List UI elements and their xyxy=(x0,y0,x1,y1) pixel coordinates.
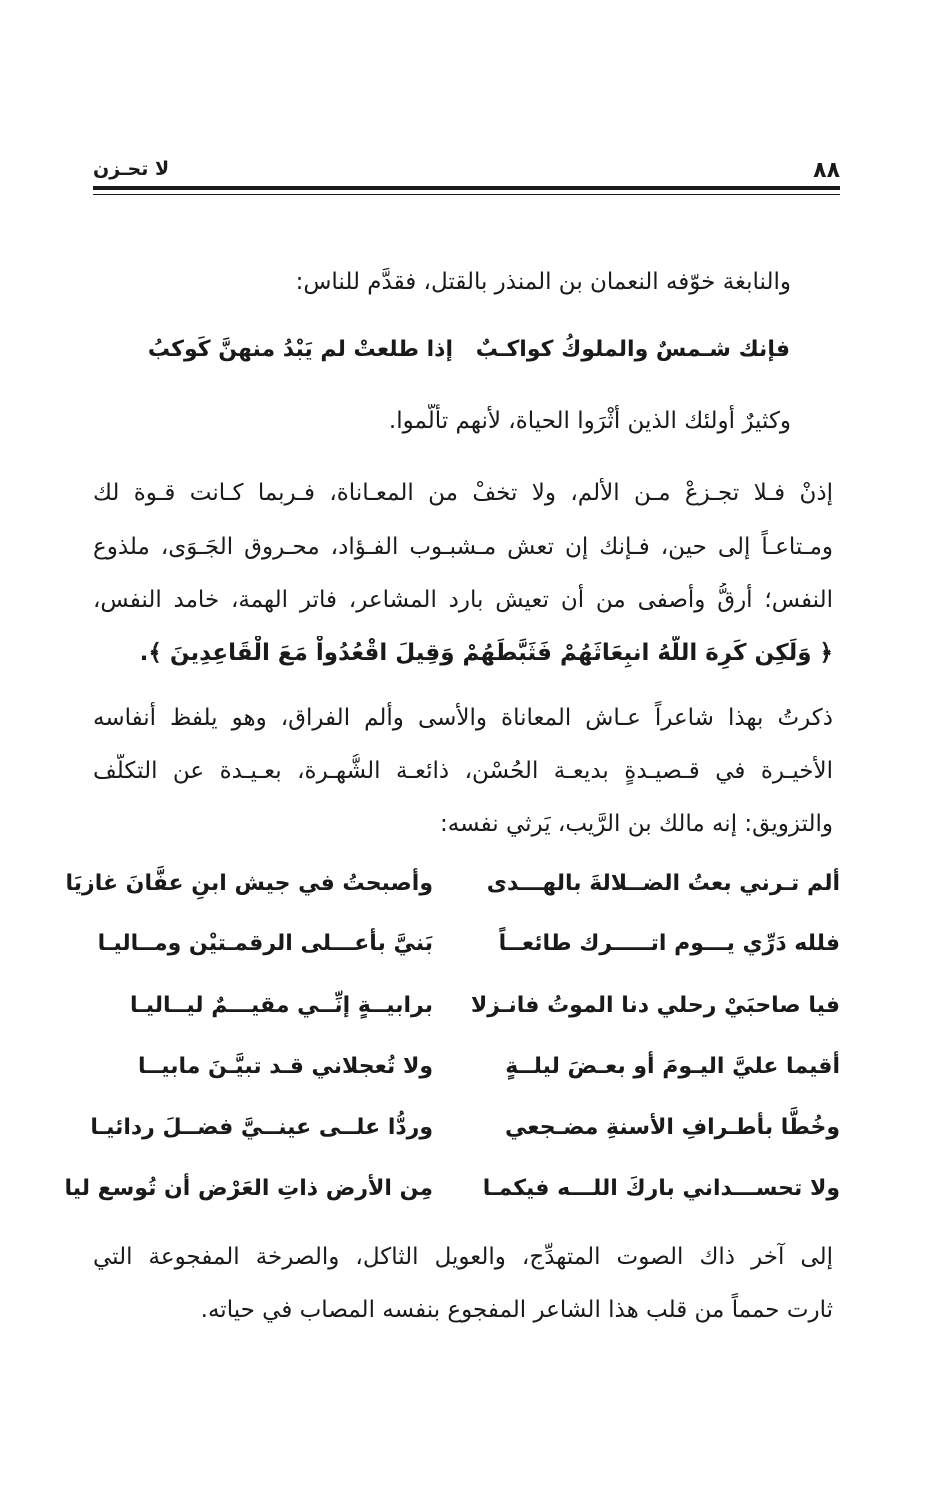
paragraph-line: وكثيرٌ أولئك الذين أثْرَوا الحياة، لأنهم تألَّموا. xyxy=(388,408,791,434)
verse-second-hemistich: مِن الأرض ذاتِ العَرْض أن تُوسع ليا xyxy=(64,1176,433,1201)
paragraph-line: ثارت حمماً من قلب هذا الشاعر المفجوع بنفسه المصاب في حياته. xyxy=(200,1297,833,1323)
paragraph-line: ومـتاعـاً إلى حين، فـإنك إن تعش مـشبـوب الفـؤاد، محـروق الجَـوَى، ملذوع xyxy=(93,534,833,560)
poem-verse-row xyxy=(93,924,840,964)
running-title: لا تحـزن xyxy=(93,158,170,180)
verse-second-hemistich: إذا طلعتْ لم يَبْدُ منهنَّ كَوكبُ xyxy=(147,337,453,362)
quran-verse-line: ﴿ وَلَكِن كَرِهَ اللَّهُ انبِعَاثَهُمْ فَثَبَّطَهُمْ وَقِيلَ اقْعُدُواْ مَعَ الْقَاعِدِينَ ﴾. xyxy=(139,640,833,666)
poem-verse-row xyxy=(93,986,840,1026)
verse-second-hemistich: وردُّا علــى عينــيَّ فضــلَ ردائيـا xyxy=(90,1115,433,1140)
verse-second-hemistich: بَنيَّ بأعـــلى الرقمـتيْن ومــاليـا xyxy=(97,931,433,956)
verse-second-hemistich: ولا تُعجلاني قـد تبيَّـنَ مابيــا xyxy=(137,1054,433,1079)
poem-verse-row xyxy=(64,1169,840,1209)
verse-first-hemistich: فلله دَرِّي يـــوم اتـــــرك طائعــاً xyxy=(498,931,840,956)
paragraph-line: ذكرتُ بهذا شاعراً عـاش المعاناة والأسى وألم الفراق، وهو يلفظ أنفاسه xyxy=(93,705,833,731)
verse-second-hemistich: برابيــةٍ إنِّــي مقيـــمٌ ليــاليـا xyxy=(130,993,433,1018)
verse-first-hemistich: ولا تحســـداني باركَ اللـــه فيكمـا xyxy=(482,1176,840,1201)
header-rule-thick xyxy=(93,186,840,190)
poem-verse-row xyxy=(65,864,840,904)
page-number: ٨٨ xyxy=(813,158,840,183)
verse-row xyxy=(93,330,840,370)
verse-first-hemistich: فيا صاحبَيْ رحلي دنا الموتُ فانـزلا xyxy=(470,993,840,1018)
header-rule-thin xyxy=(93,194,840,195)
paragraph-line: الأخيـرة في قـصيـدةٍ بديعـة الحُسْن، ذائعـة الشُّهـرة، بعـيـدة عن التكلُّف xyxy=(93,758,833,784)
poem-verse-row xyxy=(90,1108,840,1148)
paragraph-line: والنابغة خوّفه النعمان بن المنذر بالقتل، فقدَّم للناس: xyxy=(295,269,791,295)
page-header xyxy=(93,150,840,190)
verse-second-hemistich: وأصبحتُ في جيش ابنِ عفَّانَ غازيَا xyxy=(65,871,433,896)
verse-first-hemistich: أقيما عليَّ اليـومَ أو بعـضَ ليلــةٍ xyxy=(505,1054,840,1079)
paragraph-line: إذنْ فـلا تجـزعْ مـن الألم، ولا تخفْ من المعـاناة، فـربما كـانت قـوة لك xyxy=(93,480,833,506)
paragraph-line: والتزويق: إنه مالك بن الرَّيب، يَرثي نفسه: xyxy=(440,811,833,837)
verse-first-hemistich: فإنك شـمسٌ والملوكُ كواكـبٌ xyxy=(475,337,790,362)
paragraph-line: إلى آخر ذاك الصوت المتهدِّج، والعويل الثاكل، والصرخة المفجوعة التي xyxy=(93,1244,833,1270)
verse-first-hemistich: ألم تـرني بعتُ الضــلالةَ بالهـــدى xyxy=(486,871,840,896)
poem-verse-row xyxy=(93,1047,840,1087)
verse-first-hemistich: وخُطَّا بأطـرافِ الأسنةِ مضـجعي xyxy=(505,1115,840,1140)
paragraph-line: النفس؛ أرقُّ وأصفى من أن تعيش بارد المشاعر، فاتر الهمة، خامد النفس، xyxy=(93,587,833,613)
